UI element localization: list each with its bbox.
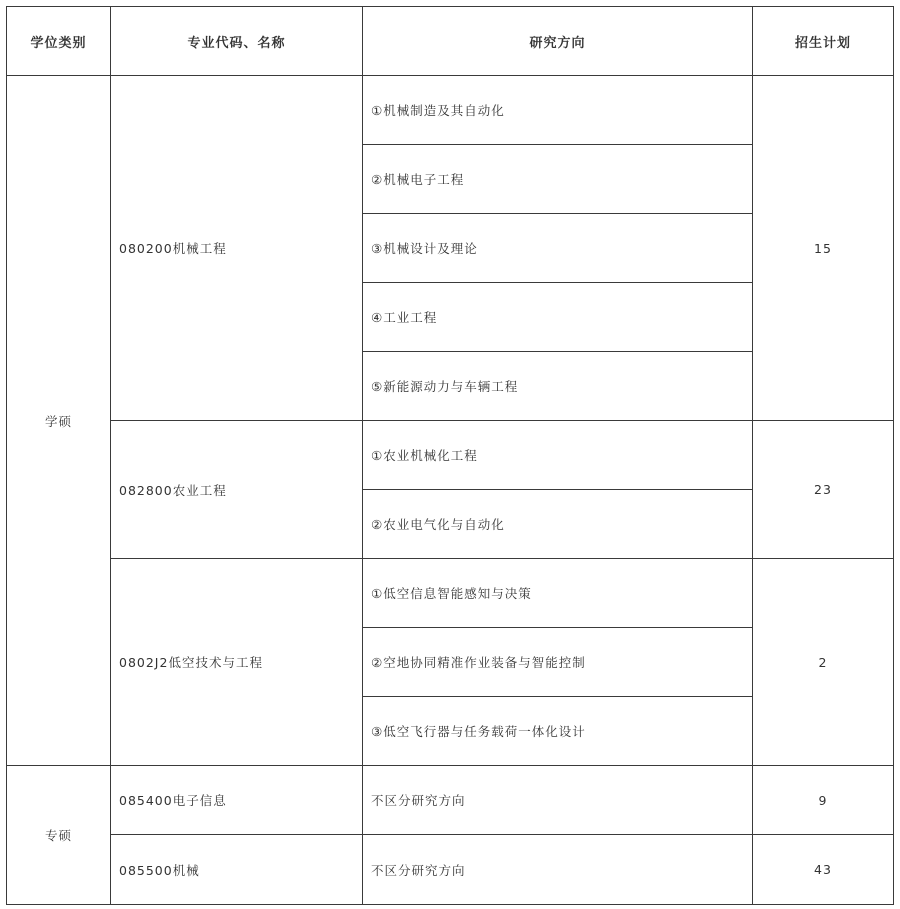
major-name: 082800农业工程	[111, 421, 363, 559]
header-major: 专业代码、名称	[111, 7, 363, 76]
direction-cell: ③低空飞行器与任务载荷一体化设计	[363, 697, 753, 766]
major-name: 085400电子信息	[111, 766, 363, 835]
plan-count: 9	[753, 766, 894, 835]
major-name: 085500机械	[111, 835, 363, 905]
table-row	[7, 76, 894, 145]
direction-cell: ④工业工程	[363, 283, 753, 352]
table-row	[7, 559, 894, 628]
header-direction: 研究方向	[363, 7, 753, 76]
direction-cell: ③机械设计及理论	[363, 214, 753, 283]
major-name: 080200机械工程	[111, 76, 363, 421]
table-row	[7, 421, 894, 490]
degree-type-academic: 学硕	[7, 76, 111, 766]
degree-type-professional: 专硕	[7, 766, 111, 905]
enrollment-table	[6, 6, 894, 905]
direction-cell: ②机械电子工程	[363, 145, 753, 214]
header-degree-type: 学位类别	[7, 7, 111, 76]
table-row	[7, 766, 894, 835]
plan-count: 23	[753, 421, 894, 559]
direction-cell: ②空地协同精准作业装备与智能控制	[363, 628, 753, 697]
direction-cell: ⑤新能源动力与车辆工程	[363, 352, 753, 421]
direction-cell: ①农业机械化工程	[363, 421, 753, 490]
direction-cell: 不区分研究方向	[363, 835, 753, 905]
direction-cell: ①机械制造及其自动化	[363, 76, 753, 145]
header-row	[7, 7, 894, 76]
direction-cell: ②农业电气化与自动化	[363, 490, 753, 559]
plan-count: 2	[753, 559, 894, 766]
major-name: 0802J2低空技术与工程	[111, 559, 363, 766]
plan-count: 15	[753, 76, 894, 421]
direction-cell: 不区分研究方向	[363, 766, 753, 835]
plan-count: 43	[753, 835, 894, 905]
header-plan: 招生计划	[753, 7, 894, 76]
direction-cell: ①低空信息智能感知与决策	[363, 559, 753, 628]
table-row	[7, 835, 894, 905]
